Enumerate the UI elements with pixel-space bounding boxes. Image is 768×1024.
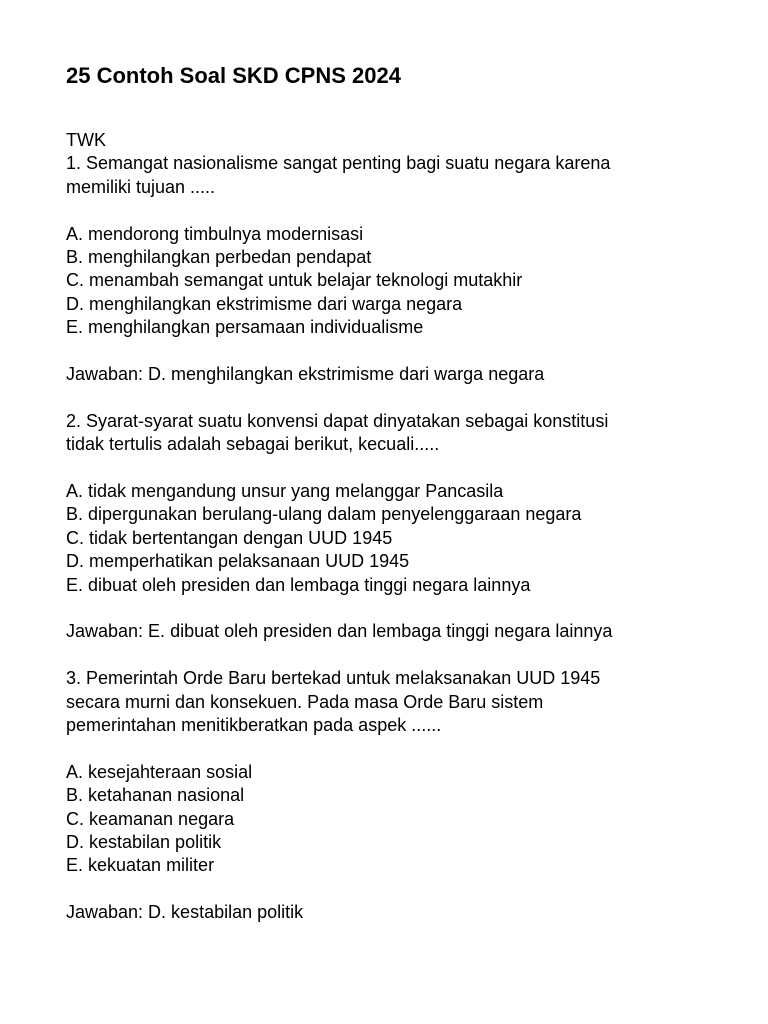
question-3-answer: Jawaban: D. kestabilan politik xyxy=(66,902,304,923)
question-3-option-e: E. kekuatan militer xyxy=(66,855,215,876)
question-3-option-b: B. ketahanan nasional xyxy=(66,785,245,806)
question-2-text-line-1: 2. Syarat-syarat suatu konvensi dapat dinyatakan sebagai konstitusi xyxy=(66,410,609,431)
question-3-option-d: D. kestabilan politik xyxy=(66,832,222,853)
question-2 xyxy=(66,410,702,644)
section-label-twk: TWK xyxy=(66,130,106,150)
question-1-option-b: B. menghilangkan perbedan pendapat xyxy=(66,247,372,268)
question-2-options xyxy=(66,480,702,597)
question-3 xyxy=(66,667,702,924)
question-2-option-b: B. dipergunakan berulang-ulang dalam penyelenggaraan negara xyxy=(66,504,582,525)
question-1-option-d: D. menghilangkan ekstrimisme dari warga negara xyxy=(66,293,463,314)
question-3-option-a: A. kesejahteraan sosial xyxy=(66,761,253,782)
document-title: 25 Contoh Soal SKD CPNS 2024 xyxy=(66,63,401,88)
question-1-option-e: E. menghilangkan persamaan individualisme xyxy=(66,317,424,338)
question-1-option-c: C. menambah semangat untuk belajar teknologi mutakhir xyxy=(66,270,523,291)
question-2-answer: Jawaban: E. dibuat oleh presiden dan lembaga tinggi negara lainnya xyxy=(66,621,613,642)
question-1-answer: Jawaban: D. menghilangkan ekstrimisme dari warga negara xyxy=(66,364,545,385)
question-3-text-line-2: secara murni dan konsekuen. Pada masa Orde Baru sistem xyxy=(66,691,544,712)
question-2-option-a: A. tidak mengandung unsur yang melanggar Pancasila xyxy=(66,481,504,502)
question-1-text-line-2: memiliki tujuan ..... xyxy=(66,176,216,197)
question-3-text-line-3: pemerintahan menitikberatkan pada aspek ...... xyxy=(66,715,442,736)
question-2-option-e: E. dibuat oleh presiden dan lembaga tinggi negara lainnya xyxy=(66,574,531,595)
question-2-option-d: D. memperhatikan pelaksanaan UUD 1945 xyxy=(66,551,410,572)
question-3-text-line-1: 3. Pemerintah Orde Baru bertekad untuk melaksanakan UUD 1945 xyxy=(66,668,601,689)
question-3-option-c: C. keamanan negara xyxy=(66,808,235,829)
question-2-option-c: C. tidak bertentangan dengan UUD 1945 xyxy=(66,527,393,548)
question-3-options xyxy=(66,761,702,878)
question-1-options xyxy=(66,223,702,340)
question-1 xyxy=(66,152,702,386)
question-2-text-line-2: tidak tertulis adalah sebagai berikut, kecuali..... xyxy=(66,434,440,455)
question-1-option-a: A. mendorong timbulnya modernisasi xyxy=(66,223,364,244)
question-1-text-line-1: 1. Semangat nasionalisme sangat penting bagi suatu negara karena xyxy=(66,153,611,174)
